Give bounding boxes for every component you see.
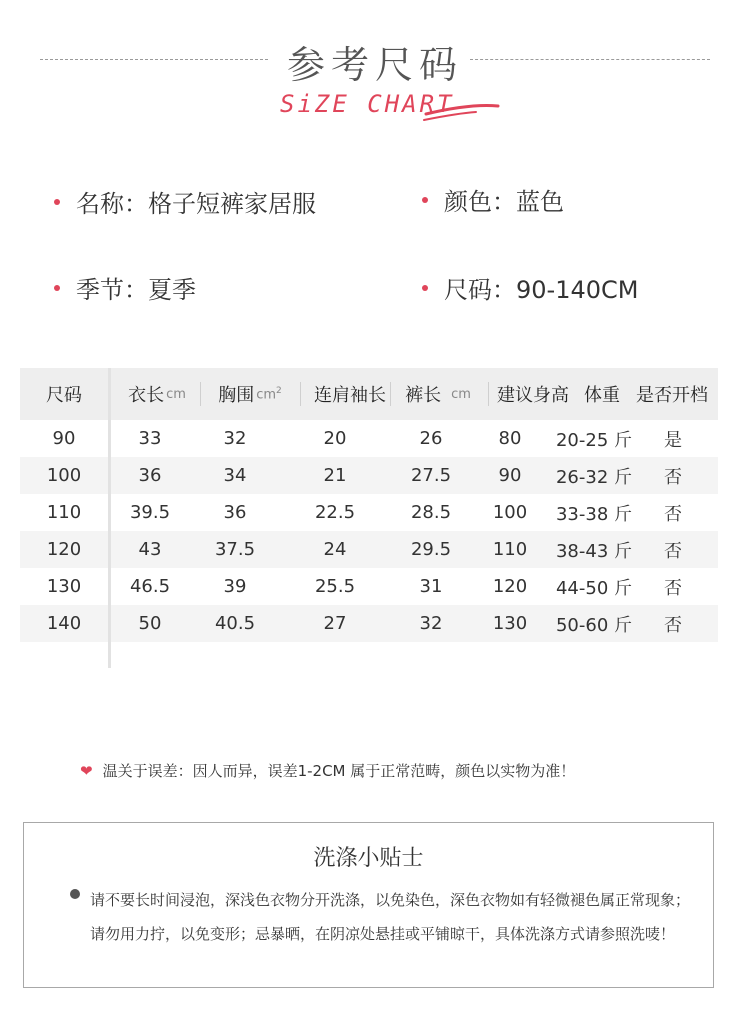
size-table bbox=[20, 368, 718, 668]
table-cell-pants: 27.5 bbox=[410, 465, 452, 486]
table-cell-weight: 44-50 斤 bbox=[555, 577, 633, 599]
page-title: 参考尺码 bbox=[286, 43, 463, 87]
table-cell-height: 100 bbox=[492, 502, 528, 523]
heart-icon: ❤ bbox=[80, 762, 93, 780]
table-cell-height: 80 bbox=[498, 428, 522, 449]
table-cell-chest: 36 bbox=[223, 502, 247, 523]
table-row bbox=[20, 420, 718, 457]
subtitle-logo bbox=[276, 86, 506, 130]
table-cell-size: 120 bbox=[46, 539, 82, 560]
table-cell-chest: 40.5 bbox=[214, 613, 256, 634]
table-cell-size: 130 bbox=[46, 576, 82, 597]
header-pants-unit: cm bbox=[451, 386, 471, 402]
product-season-label: 季节： bbox=[76, 276, 148, 304]
header-chest-unit: $cm^2$ bbox=[256, 385, 282, 403]
header-sleeve: 连肩袖长 bbox=[314, 385, 386, 406]
product-name-value: 格子短裤家居服 bbox=[148, 190, 316, 218]
header-crotch: 是否开档 bbox=[636, 385, 708, 406]
table-cell-height: 110 bbox=[492, 539, 528, 560]
bullet-dot-icon bbox=[54, 285, 60, 291]
table-cell-size: 110 bbox=[46, 502, 82, 523]
product-season bbox=[54, 270, 196, 305]
bullet-dot-icon bbox=[70, 889, 80, 899]
table-cell-weight: 20-25 斤 bbox=[555, 429, 633, 451]
header-size: 尺码 bbox=[46, 385, 82, 406]
header-pants: 裤长 cm bbox=[405, 385, 471, 406]
table-cell-height: 90 bbox=[498, 465, 522, 486]
product-color bbox=[422, 182, 564, 217]
table-cell-sleeve: 27 bbox=[323, 613, 347, 634]
table-cell-length: 36 bbox=[138, 465, 162, 486]
table-cell-sleeve: 20 bbox=[323, 428, 347, 449]
table-cell-chest: 34 bbox=[223, 465, 247, 486]
header-height: 建议身高 bbox=[497, 385, 569, 406]
table-cell-pants: 32 bbox=[419, 613, 443, 634]
table-row bbox=[20, 457, 718, 494]
table-cell-height: 120 bbox=[492, 576, 528, 597]
header-length-unit: cm bbox=[166, 386, 186, 402]
table-cell-sleeve: 24 bbox=[323, 539, 347, 560]
column-divider bbox=[108, 368, 111, 668]
table-cell-sleeve: 21 bbox=[323, 465, 347, 486]
table-cell-chest: 39 bbox=[223, 576, 247, 597]
bullet-dot-icon bbox=[422, 285, 428, 291]
table-cell-length: 33 bbox=[138, 428, 162, 449]
bullet-dot-icon bbox=[422, 197, 428, 203]
table-cell-crotch: 否 bbox=[664, 466, 682, 488]
table-cell-length: 50 bbox=[138, 613, 162, 634]
product-name-label: 名称： bbox=[76, 190, 148, 218]
product-size-value: 90-140CM bbox=[516, 276, 639, 304]
table-cell-length: 46.5 bbox=[129, 576, 171, 597]
table-cell-crotch: 是 bbox=[664, 429, 682, 451]
table-cell-crotch: 否 bbox=[664, 614, 682, 636]
product-size-range bbox=[422, 270, 638, 305]
table-cell-weight: 38-43 斤 bbox=[555, 540, 633, 562]
table-cell-length: 43 bbox=[138, 539, 162, 560]
table-cell-crotch: 否 bbox=[664, 503, 682, 525]
table-row bbox=[20, 605, 718, 642]
header-chest: 胸围 $cm^2$ bbox=[218, 385, 282, 406]
error-note bbox=[80, 760, 575, 781]
table-cell-pants: 26 bbox=[419, 428, 443, 449]
table-row bbox=[20, 568, 718, 605]
table-cell-weight: 26-32 斤 bbox=[555, 466, 633, 488]
washing-tips-title: 洗涤小贴士 bbox=[313, 846, 424, 871]
table-cell-size: 140 bbox=[46, 613, 82, 634]
table-row bbox=[20, 531, 718, 568]
product-color-value: 蓝色 bbox=[516, 188, 564, 216]
table-cell-size: 90 bbox=[52, 428, 76, 449]
table-cell-weight: 50-60 斤 bbox=[555, 614, 633, 636]
product-color-label: 颜色： bbox=[444, 188, 516, 216]
product-season-value: 夏季 bbox=[148, 276, 196, 304]
table-cell-pants: 29.5 bbox=[410, 539, 452, 560]
washing-tips-text: 请不要长时间浸泡，深浅色衣物分开洗涤，以免染色，深色衣物如有轻微褪色属正常现象；请勿用力拧，以免变形；忌暴晒，在阴凉处悬挂或平铺晾干，具体洗涤方式请参照洗唛！ bbox=[90, 891, 691, 943]
table-cell-height: 130 bbox=[492, 613, 528, 634]
table-cell-crotch: 否 bbox=[664, 540, 682, 562]
table-cell-crotch: 否 bbox=[664, 577, 682, 599]
table-cell-length: 39.5 bbox=[129, 502, 171, 523]
product-size-label: 尺码： bbox=[444, 276, 516, 304]
error-note-text: 温关于误差：因人而异，误差1-2CM 属于正常范畴，颜色以实物为准！ bbox=[102, 762, 576, 780]
table-cell-chest: 32 bbox=[223, 428, 247, 449]
table-cell-chest: 37.5 bbox=[214, 539, 256, 560]
table-cell-pants: 28.5 bbox=[410, 502, 452, 523]
page-subtitle: SiZE CHART bbox=[280, 90, 455, 118]
table-cell-size: 100 bbox=[46, 465, 82, 486]
bullet-dot-icon bbox=[54, 199, 60, 205]
title-row bbox=[0, 28, 750, 88]
table-cell-pants: 31 bbox=[419, 576, 443, 597]
washing-tips-box bbox=[23, 822, 714, 988]
table-cell-weight: 33-38 斤 bbox=[555, 503, 633, 525]
header-length: 衣长 cm bbox=[128, 385, 186, 406]
table-header-row bbox=[20, 368, 718, 420]
title-divider-right bbox=[470, 59, 710, 60]
table-cell-sleeve: 22.5 bbox=[314, 502, 356, 523]
table-cell-sleeve: 25.5 bbox=[314, 576, 356, 597]
table-row bbox=[20, 494, 718, 531]
product-name bbox=[54, 184, 316, 219]
header-weight: 体重 bbox=[584, 385, 620, 406]
